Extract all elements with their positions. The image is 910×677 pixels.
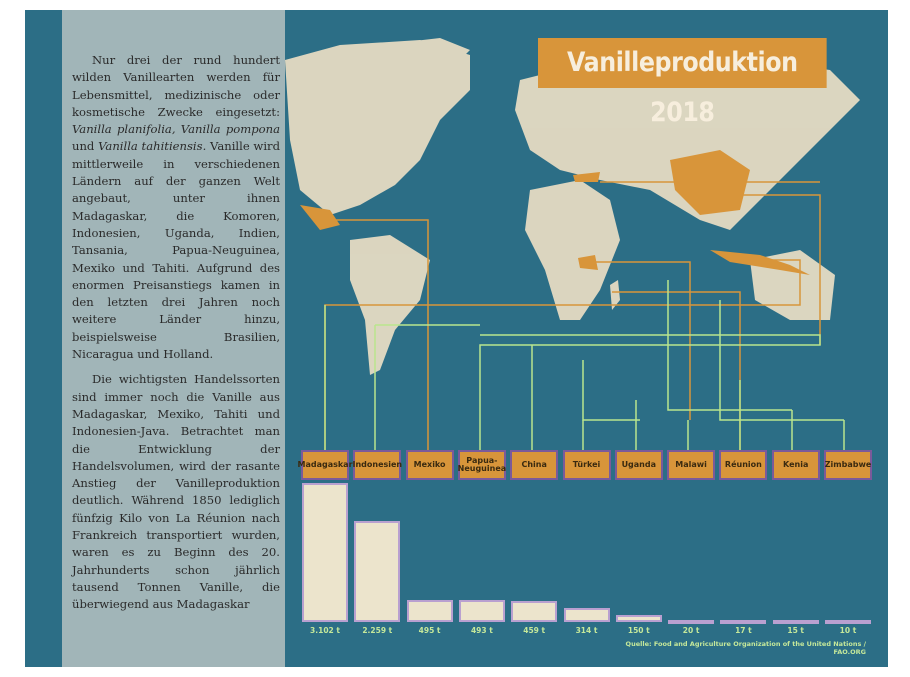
bar-papua-neuguinea <box>459 600 505 622</box>
text-span: und <box>72 139 99 154</box>
bar-indonesien <box>354 521 400 622</box>
category-label: Réunion <box>719 450 767 480</box>
value-label: 15 t <box>787 626 804 635</box>
value-label: 17 t <box>735 626 752 635</box>
value-label: 150 t <box>627 626 650 635</box>
category-label: China <box>510 450 558 480</box>
bar-türkei <box>564 608 610 622</box>
text-span: Nur drei der rund hundert wilden Vanillearten werden für Lebensmittel, medizinische oder kosmetische Zwecke eingesetzt: <box>72 53 280 119</box>
paragraph-1 <box>72 52 280 363</box>
category-label: Malawi <box>667 450 715 480</box>
category-label: Indonesien <box>353 450 401 480</box>
value-label: 3.102 t <box>310 626 340 635</box>
category-label: Zimbabwe <box>824 450 872 480</box>
bar-kenia <box>773 620 819 624</box>
source-note: Quelle: Food and Agriculture Organization of the United Nations / FAO.ORG <box>625 640 866 656</box>
value-label: 314 t <box>575 626 598 635</box>
value-label: 493 t <box>470 626 493 635</box>
bar-réunion <box>720 620 766 624</box>
category-label: Kenia <box>772 450 820 480</box>
category-label: Uganda <box>615 450 663 480</box>
bar-malawi <box>668 620 714 624</box>
paragraph-2: Die wichtigsten Handelssorten sind immer noch die Vanille aus Madagaskar, Mexiko, Tahiti und Indonesien-Java. Betrachtet man die Entwicklung der Handelsvolumen, wird der rasante Anstieg der Vanilleproduktion deutlich. Während 1850 lediglich fünfzig Kilo von La Réunion nach Frankreich transportiert wurden, waren es zu Beginn des 20. Jahrhunderts schon jährlich tausend Tonnen Vanille, die überwiegend aus Madagaskar <box>72 372 280 612</box>
bar-madagaskar <box>302 483 348 622</box>
bar-mexiko <box>407 600 453 622</box>
category-label: Madagaskar <box>301 450 349 480</box>
chart-title: Vanilleproduktion 2018 <box>538 38 827 88</box>
value-label: 459 t <box>523 626 546 635</box>
value-label: 20 t <box>682 626 700 635</box>
category-label: Mexiko <box>406 450 454 480</box>
value-label: 495 t <box>418 626 441 635</box>
bar-uganda <box>616 615 662 622</box>
value-label: 2.259 t <box>362 626 393 635</box>
category-label: Türkei <box>563 450 611 480</box>
species-name: Vanilla tahitiensis. <box>98 139 207 154</box>
value-label: 10 t <box>839 626 857 635</box>
category-label: Papua-Neuguinea <box>458 450 506 480</box>
bar-zimbabwe <box>825 620 871 624</box>
article-text <box>72 52 280 622</box>
bar-china <box>511 601 557 622</box>
species-names: Vanilla planifolia, Vanilla pompona <box>72 122 280 137</box>
text-span: Vanille wird mittlerweile in verschiedenen Ländern auf der ganzen Welt angebaut, unter ihnen Madagaskar, die Komoren, Indonesien, Uganda, Indien, Tansania, Papua-Neuguinea, Mexiko und Tahiti. Aufgrund des enormen Preisanstiegs kamen in den letzten drei Jahren noch weitere Länder hinzu, beispielsweise Brasilien, Nicaragua und Holland. <box>72 139 280 362</box>
africa <box>525 180 620 320</box>
